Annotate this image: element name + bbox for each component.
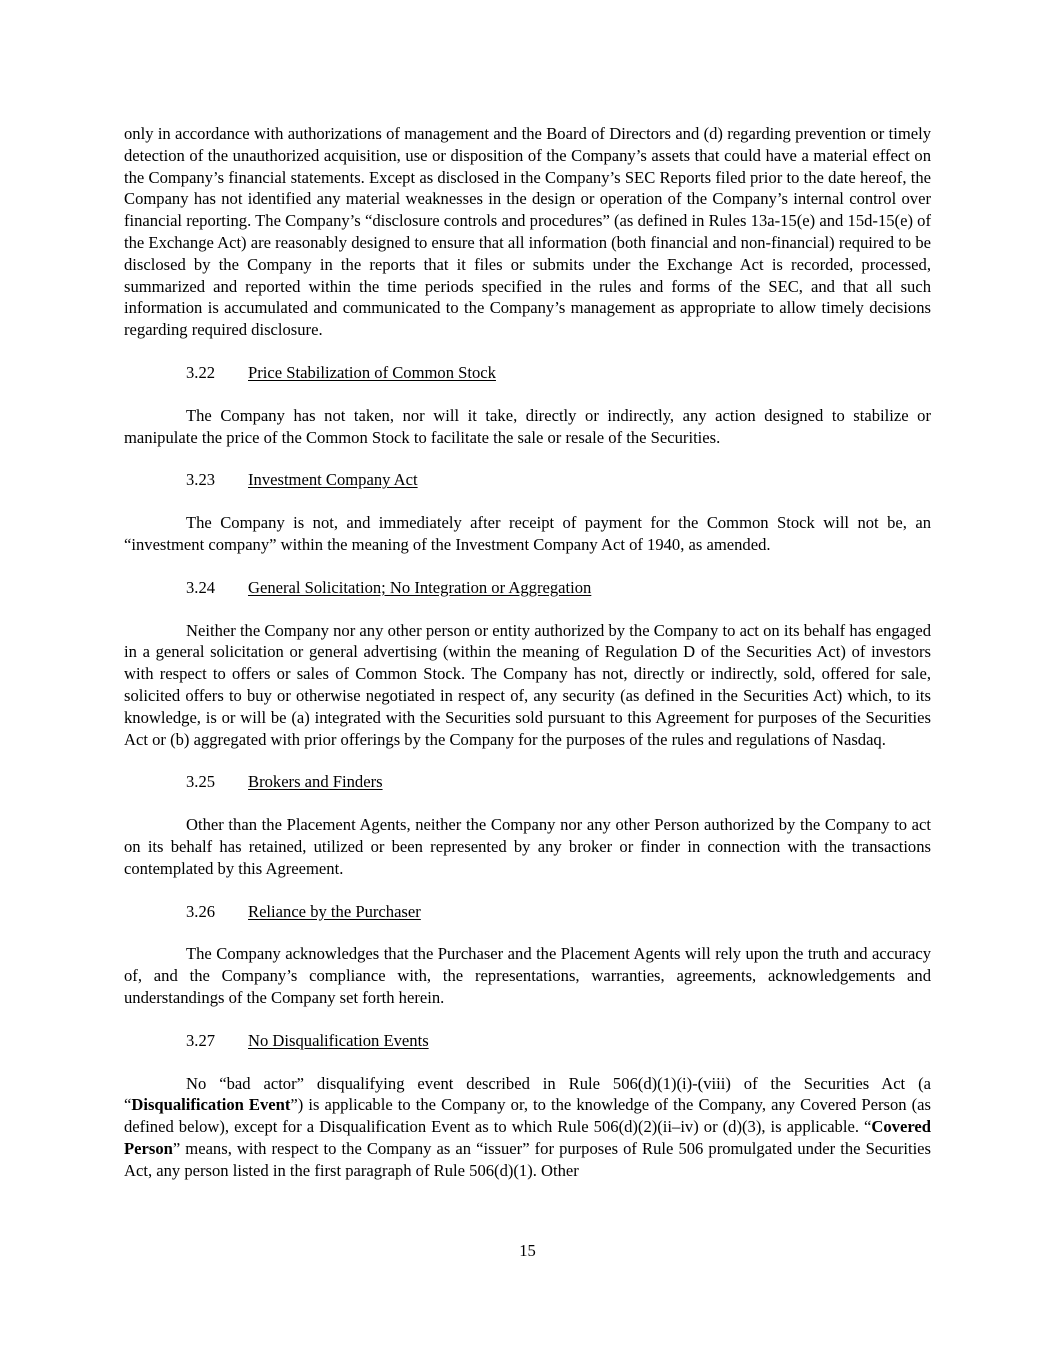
section-heading-3-26 (124, 901, 931, 923)
section-number: 3.23 (186, 470, 216, 490)
section-title: Price Stabilization of Common Stock (248, 362, 496, 382)
section-body-3-24: Neither the Company nor any other person or entity authorized by the Company to act on its behalf has engaged in a general solicitation or general advertising (within the meaning of Regulation D of the Securities Act) of investors with respect to offers or sales of Common Stock. The Company has not, directly or indirectly, sold, offered for sale, solicited offers to buy or otherwise negotiated in respect of, any security (as defined in the Securities Act) which, to its knowledge, is or will be (a) integrated with the Securities sold pursuant to this Agreement for purposes of the Securities Act or (b) aggregated with prior offerings by the Company for the purposes of the rules and regulations of Nasdaq. (124, 620, 931, 749)
body-text: ”) is applicable to the Company or, to the knowledge of the Company, any Covered Person (as defined below), except for a Disqualification Event as to which Rule 506(d)(2)(ii–iv) or (d)(3), is applicable. “ (124, 1095, 932, 1137)
document-page (124, 123, 931, 1181)
section-number: 3.24 (186, 577, 216, 597)
section-body-3-22: The Company has not taken, nor will it take, directly or indirectly, any action designed to stabilize or manipulate the price of the Common Stock to facilitate the sale or resale of the Securities. (124, 405, 931, 447)
section-title: Investment Company Act (248, 470, 418, 490)
section-title: Reliance by the Purchaser (248, 901, 421, 921)
section-number: 3.27 (186, 1030, 216, 1050)
section-number: 3.25 (186, 772, 216, 792)
section-heading-3-25 (124, 771, 931, 793)
section-body-3-25: Other than the Placement Agents, neither the Company nor any other Person authorized by the Company to act on its behalf has retained, utilized or been represented by any broker or finder in connection with the transactions contemplated by this Agreement. (124, 815, 931, 878)
section-title: General Solicitation; No Integration or Aggregation (248, 577, 592, 597)
section-body-3-26: The Company acknowledges that the Purchaser and the Placement Agents will rely upon the truth and accuracy of, and the Company’s compliance with, the representations, warranties, agreements, acknowledgements and understandings of the Company set forth herein. (124, 944, 931, 1007)
section-number: 3.26 (186, 901, 216, 921)
body-text: ” means, with respect to the Company as an “issuer” for purposes of Rule 506 promulgated under the Securities Act, any person listed in the first paragraph of Rule 506(d)(1). Other (124, 1138, 931, 1180)
page-number: 15 (519, 1241, 536, 1260)
section-title: Brokers and Finders (248, 772, 383, 792)
section-heading-3-24 (124, 577, 931, 599)
section-heading-3-22 (124, 362, 931, 384)
body-text: No “bad actor” disqualifying event described in Rule 506(d)(1)(i)-(viii) of the Securities Act (a “ (124, 1073, 931, 1115)
defined-term-disqualification-event: Disqualification Event (131, 1095, 291, 1115)
section-heading-3-27 (124, 1030, 931, 1052)
defined-term-covered-person: Covered Person (124, 1117, 931, 1158)
section-body-3-23: The Company is not, and immediately after receipt of payment for the Common Stock will not be, an “investment company” within the meaning of the Investment Company Act of 1940, as amended. (124, 513, 931, 554)
section-body-3-27 (124, 1073, 931, 1182)
section-heading-3-23 (124, 469, 931, 491)
opening-paragraph: only in accordance with authorizations of management and the Board of Directors and (d) regarding prevention or timely detection of the unauthorized acquisition, use or disposition of the Company’s assets that could have a material effect on the Company’s financial statements. Except as disclosed in the Company’s SEC Reports filed prior to the date hereof, the Company has not identified any material weaknesses in the design or operation of the Company’s internal control over financial reporting. The Company’s “disclosure controls and procedures” (as defined in Rules 13a-15(e) and 15d-15(e) of the Exchange Act) are reasonably designed to ensure that all information (both financial and non-financial) required to be disclosed by the Company in the reports that it files or submits under the Exchange Act is recorded, processed, summarized and reported within the time periods specified in the rules and forms of the SEC, and that all such information is accumulated and communicated to the Company’s management as appropriate to allow timely decisions regarding required disclosure. (124, 124, 931, 340)
section-title: No Disqualification Events (248, 1030, 429, 1050)
section-number: 3.22 (186, 362, 216, 382)
